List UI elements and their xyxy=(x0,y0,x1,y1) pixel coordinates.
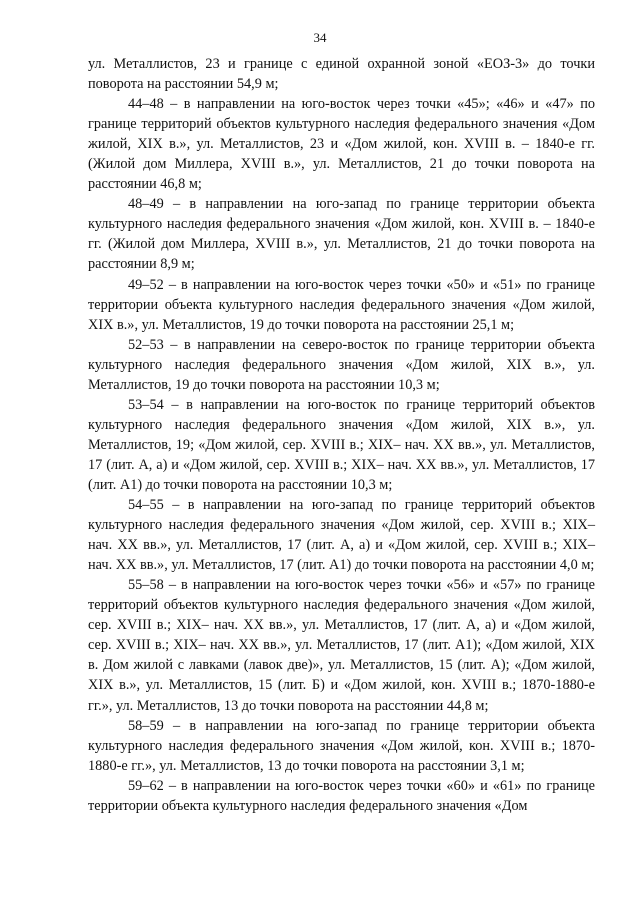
document-body xyxy=(88,54,595,816)
paragraph-6: 53–54 – в направлении на юго-восток по границе территорий объектов культурного наследия федерального значения «Дом жилой, XIX в.», ул. Металлистов, 19; «Дом жилой, сер. XVIII в.; XIX– нач. XX вв.», ул. Металлистов, 17 (лит. А, а) и «Дом жилой, сер. XVIII в.; XIX– нач. XX вв.», ул. Металлистов, 17 (лит. А1) до точки поворота на расстоянии 10,3 м; xyxy=(88,396,595,493)
paragraph-9: 58–59 – в направлении на юго-запад по границе территории объекта культурного наследия федерального значения «Дом жилой, кон. XVIII в.; 1870-1880-е гг.», ул. Металлистов, 13 до точки поворота на расстоянии 3,1 м; xyxy=(88,717,595,774)
paragraph-1: ул. Металлистов, 23 и границе с единой охранной зоной «ЕОЗ-3» до точки поворота на расстоянии 54,9 м; xyxy=(88,56,595,93)
paragraph-7: 54–55 – в направлении на юго-запад по границе территорий объектов культурного наследия федерального значения «Дом жилой, сер. XVIII в.; XIX– нач. XX вв.», ул. Металлистов, 17 (лит. А, а) и «Дом жилой, сер. XVIII в.; XIX– нач. XX вв.», ул. Металлистов, 17 (лит. А1) до точки поворота на расстоянии 4,0 м; xyxy=(88,497,595,574)
paragraph-8: 55–58 – в направлении на юго-восток через точки «56» и «57» по границе территорий объектов культурного наследия федерального значения «Дом жилой, сер. XVIII в.; XIX– нач. XX вв.», ул. Металлистов, 17 (лит. А, а) и «Дом жилой, сер. XVIII в.; XIX– нач. XX вв.», ул. Металлистов, 17 (лит. А1); «Дом жилой, XIX в. Дом жилой с лавками (лавок две)», ул. Металлистов, 15 (лит. А); «Дом жилой, XIX в.», ул. Металлистов, 15 (лит. Б) и «Дом жилой, кон. XVIII в.; 1870-1880-е гг.», ул. Металлистов, 13 до точки поворота на расстоянии 44,8 м; xyxy=(88,577,595,714)
paragraph-10: 59–62 – в направлении на юго-восток через точки «60» и «61» по границе территории объекта культурного наследия федерального значения «Дом xyxy=(88,777,595,814)
paragraph-2: 44–48 – в направлении на юго-восток через точки «45»; «46» и «47» по границе территорий объектов культурного наследия федерального значения «Дом жилой, XIX в.», ул. Металлистов, 23 и «Дом жилой, кон. XVIII в. – 1840-е гг. (Жилой дом Миллера, XVIII в.», ул. Металлистов, 21 до точки поворота на расстоянии 46,8 м; xyxy=(88,96,595,193)
paragraph-4: 49–52 – в направлении на юго-восток через точки «50» и «51» по границе территории объекта культурного наследия федерального значения «Дом жилой, XIX в.», ул. Металлистов, 19 до точки поворота на расстоянии 25,1 м; xyxy=(88,276,595,333)
page-number: 34 xyxy=(313,30,327,45)
paragraph-5: 52–53 – в направлении на северо-восток по границе территории объекта культурного наследия федерального значения «Дом жилой, XIX в.», ул. Металлистов, 19 до точки поворота на расстоянии 10,3 м; xyxy=(88,336,595,393)
paragraph-3: 48–49 – в направлении на юго-запад по границе территории объекта культурного наследия федерального значения «Дом жилой, кон. XVIII в. – 1840-е гг. (Жилой дом Миллера, XVIII в.», ул. Металлистов, 21 до точки поворота на расстоянии 8,9 м; xyxy=(88,196,595,273)
